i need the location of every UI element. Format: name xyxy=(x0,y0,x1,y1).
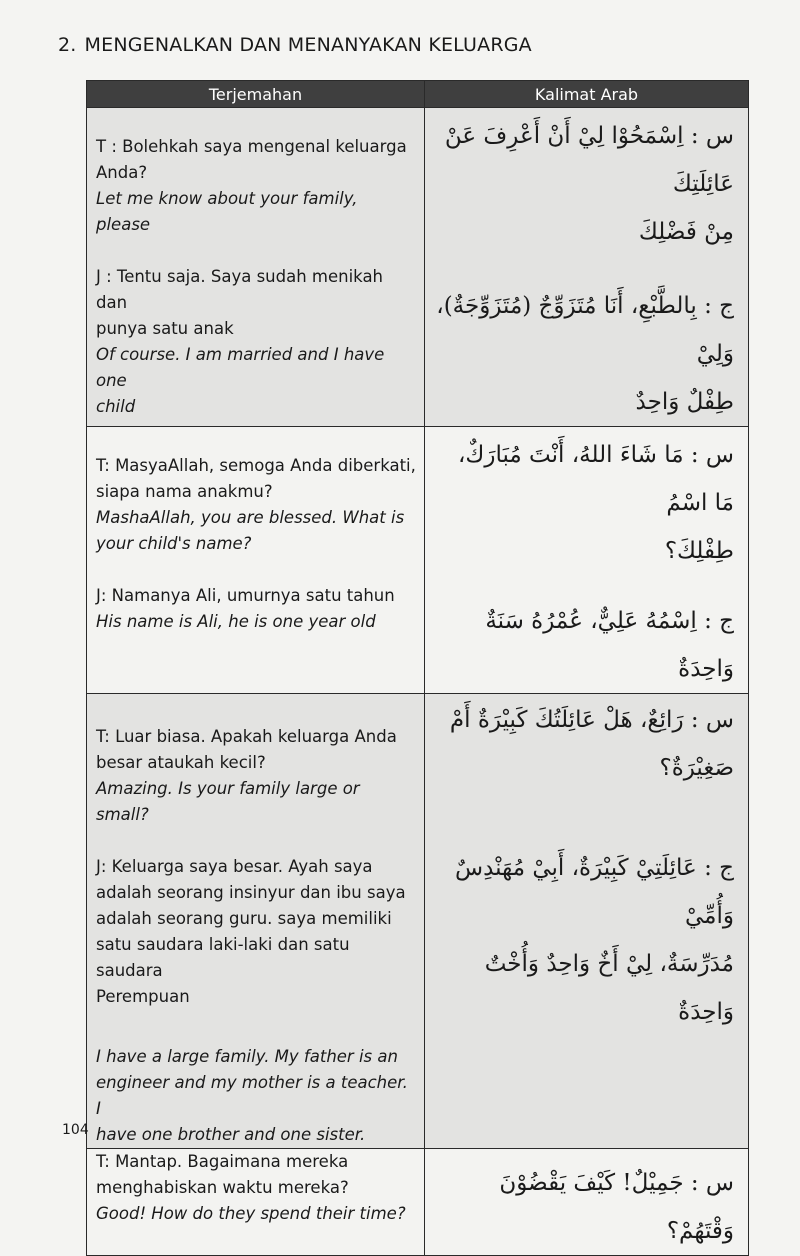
question-indonesian xyxy=(96,1149,416,1201)
text-line: siapa nama anakmu? xyxy=(96,482,273,501)
text-line: J: Namanya Ali, umurnya satu tahun xyxy=(96,586,395,605)
text-line: Anda? xyxy=(96,163,148,182)
answer-indonesian xyxy=(96,854,416,1010)
answer-arabic xyxy=(435,844,734,1036)
text-line: س : رَائِعٌ، هَلْ عَائِلَتُكَ كَبِيْرَةٌ أَمْ صَغِيْرَةٌ؟ xyxy=(449,707,734,781)
text-line: T: MasyaAllah, semoga Anda diberkati, xyxy=(96,456,416,475)
question-arabic xyxy=(435,696,734,792)
answer-english xyxy=(96,1044,416,1148)
header-arabic: Kalimat Arab xyxy=(425,81,749,108)
text-line: menghabiskan waktu mereka? xyxy=(96,1178,349,1197)
text-line: ج : بِالطَّبْعِ، أَنَا مُتَزَوِّجٌ (مُتَزَوِّجَةٌ)، وَلِيْ xyxy=(436,293,734,367)
page-number: 104 xyxy=(62,1122,89,1138)
text-line: T: Mantap. Bagaimana mereka xyxy=(96,1152,349,1171)
arabic-cell xyxy=(425,108,749,427)
translation-cell xyxy=(87,694,425,1149)
text-line: مُدَرِّسَةٌ، لِيْ أَخٌ وَاحِدٌ وَأُخْتٌ وَاحِدَةٌ xyxy=(484,951,734,1025)
text-line: adalah seorang guru. saya memiliki xyxy=(96,909,392,928)
text-line: J: Keluarga saya besar. Ayah saya xyxy=(96,857,373,876)
table-row xyxy=(87,694,749,1149)
text-line: طِفْلِكَ؟ xyxy=(664,538,734,564)
text-line: س : مَا شَاءَ اللهُ، أَنْتَ مُبَارَكٌ، مَا اسْمُ xyxy=(457,442,734,516)
table-row xyxy=(87,1149,749,1256)
question-arabic xyxy=(435,112,734,256)
text-line: T: Luar biasa. Apakah keluarga Anda xyxy=(96,727,397,746)
text-line: satu saudara laki-laki dan satu saudara xyxy=(96,935,350,980)
question-english xyxy=(96,505,416,557)
arabic-cell xyxy=(425,427,749,694)
text-line: J : Tentu saja. Saya sudah menikah dan xyxy=(96,267,384,312)
arabic-cell xyxy=(425,1149,749,1256)
translation-cell xyxy=(87,427,425,694)
section-number: 2. xyxy=(58,34,77,56)
text-line: I have a large family. My father is an xyxy=(96,1047,398,1066)
header-translation: Terjemahan xyxy=(87,81,425,108)
answer-english xyxy=(96,342,416,420)
text-line: have one brother and one sister. xyxy=(96,1125,366,1144)
text-line: punya satu anak xyxy=(96,319,234,338)
text-line: child xyxy=(96,397,136,416)
answer-indonesian xyxy=(96,264,416,342)
table-row xyxy=(87,108,749,427)
text-line: Good! How do they spend their time? xyxy=(96,1204,406,1223)
text-line: Amazing. Is your family large or small? xyxy=(96,779,360,824)
question-english xyxy=(96,776,416,828)
text-line: س : اِسْمَحُوْا لِيْ أَنْ أَعْرِفَ عَنْ عَائِلَتِكَ xyxy=(444,123,734,197)
question-arabic xyxy=(435,431,734,575)
arabic-cell xyxy=(425,694,749,1149)
answer-indonesian xyxy=(96,583,416,609)
table-row xyxy=(87,427,749,694)
text-line: your child's name? xyxy=(96,534,252,553)
section-heading xyxy=(58,34,532,56)
translation-cell xyxy=(87,108,425,427)
text-line: adalah seorang insinyur dan ibu saya xyxy=(96,883,406,902)
text-line: His name is Ali, he is one year old xyxy=(96,612,376,631)
text-line: س : جَمِيْلٌ! كَيْفَ يَقْضُوْنَ وَقْتَهُمْ؟ xyxy=(499,1170,734,1244)
question-english xyxy=(96,1201,416,1227)
text-line: ج : عَائِلَتِيْ كَبِيْرَةٌ، أَبِيْ مُهَنْدِسٌ وَأُمِّيْ xyxy=(455,855,734,929)
question-arabic xyxy=(435,1159,734,1255)
section-title: MENGENALKAN DAN MENANYAKAN KELUARGA xyxy=(84,34,532,56)
question-english xyxy=(96,186,416,238)
question-indonesian xyxy=(96,134,416,186)
answer-english xyxy=(96,609,416,635)
text-line: طِفْلٌ وَاحِدٌ xyxy=(635,389,734,415)
dialog-table xyxy=(86,80,749,1256)
text-line: مِنْ فَضْلِكَ xyxy=(638,219,734,245)
answer-arabic xyxy=(435,597,734,693)
text-line: T : Bolehkah saya mengenal keluarga xyxy=(96,137,407,156)
translation-cell xyxy=(87,1149,425,1256)
text-line: ج : اِسْمُهُ عَلِيٌّ، عُمْرُهُ سَنَةٌ وَاحِدَةٌ xyxy=(485,608,734,682)
question-indonesian xyxy=(96,453,416,505)
text-line: Perempuan xyxy=(96,987,190,1006)
answer-arabic xyxy=(435,282,734,426)
text-line: Let me know about your family, please xyxy=(96,189,358,234)
text-line: MashaAllah, you are blessed. What is xyxy=(96,508,405,527)
question-indonesian xyxy=(96,724,416,776)
text-line: Of course. I am married and I have one xyxy=(96,345,385,390)
text-line: besar ataukah kecil? xyxy=(96,753,266,772)
text-line: engineer and my mother is a teacher. I xyxy=(96,1073,408,1118)
table-header-row xyxy=(87,81,749,108)
